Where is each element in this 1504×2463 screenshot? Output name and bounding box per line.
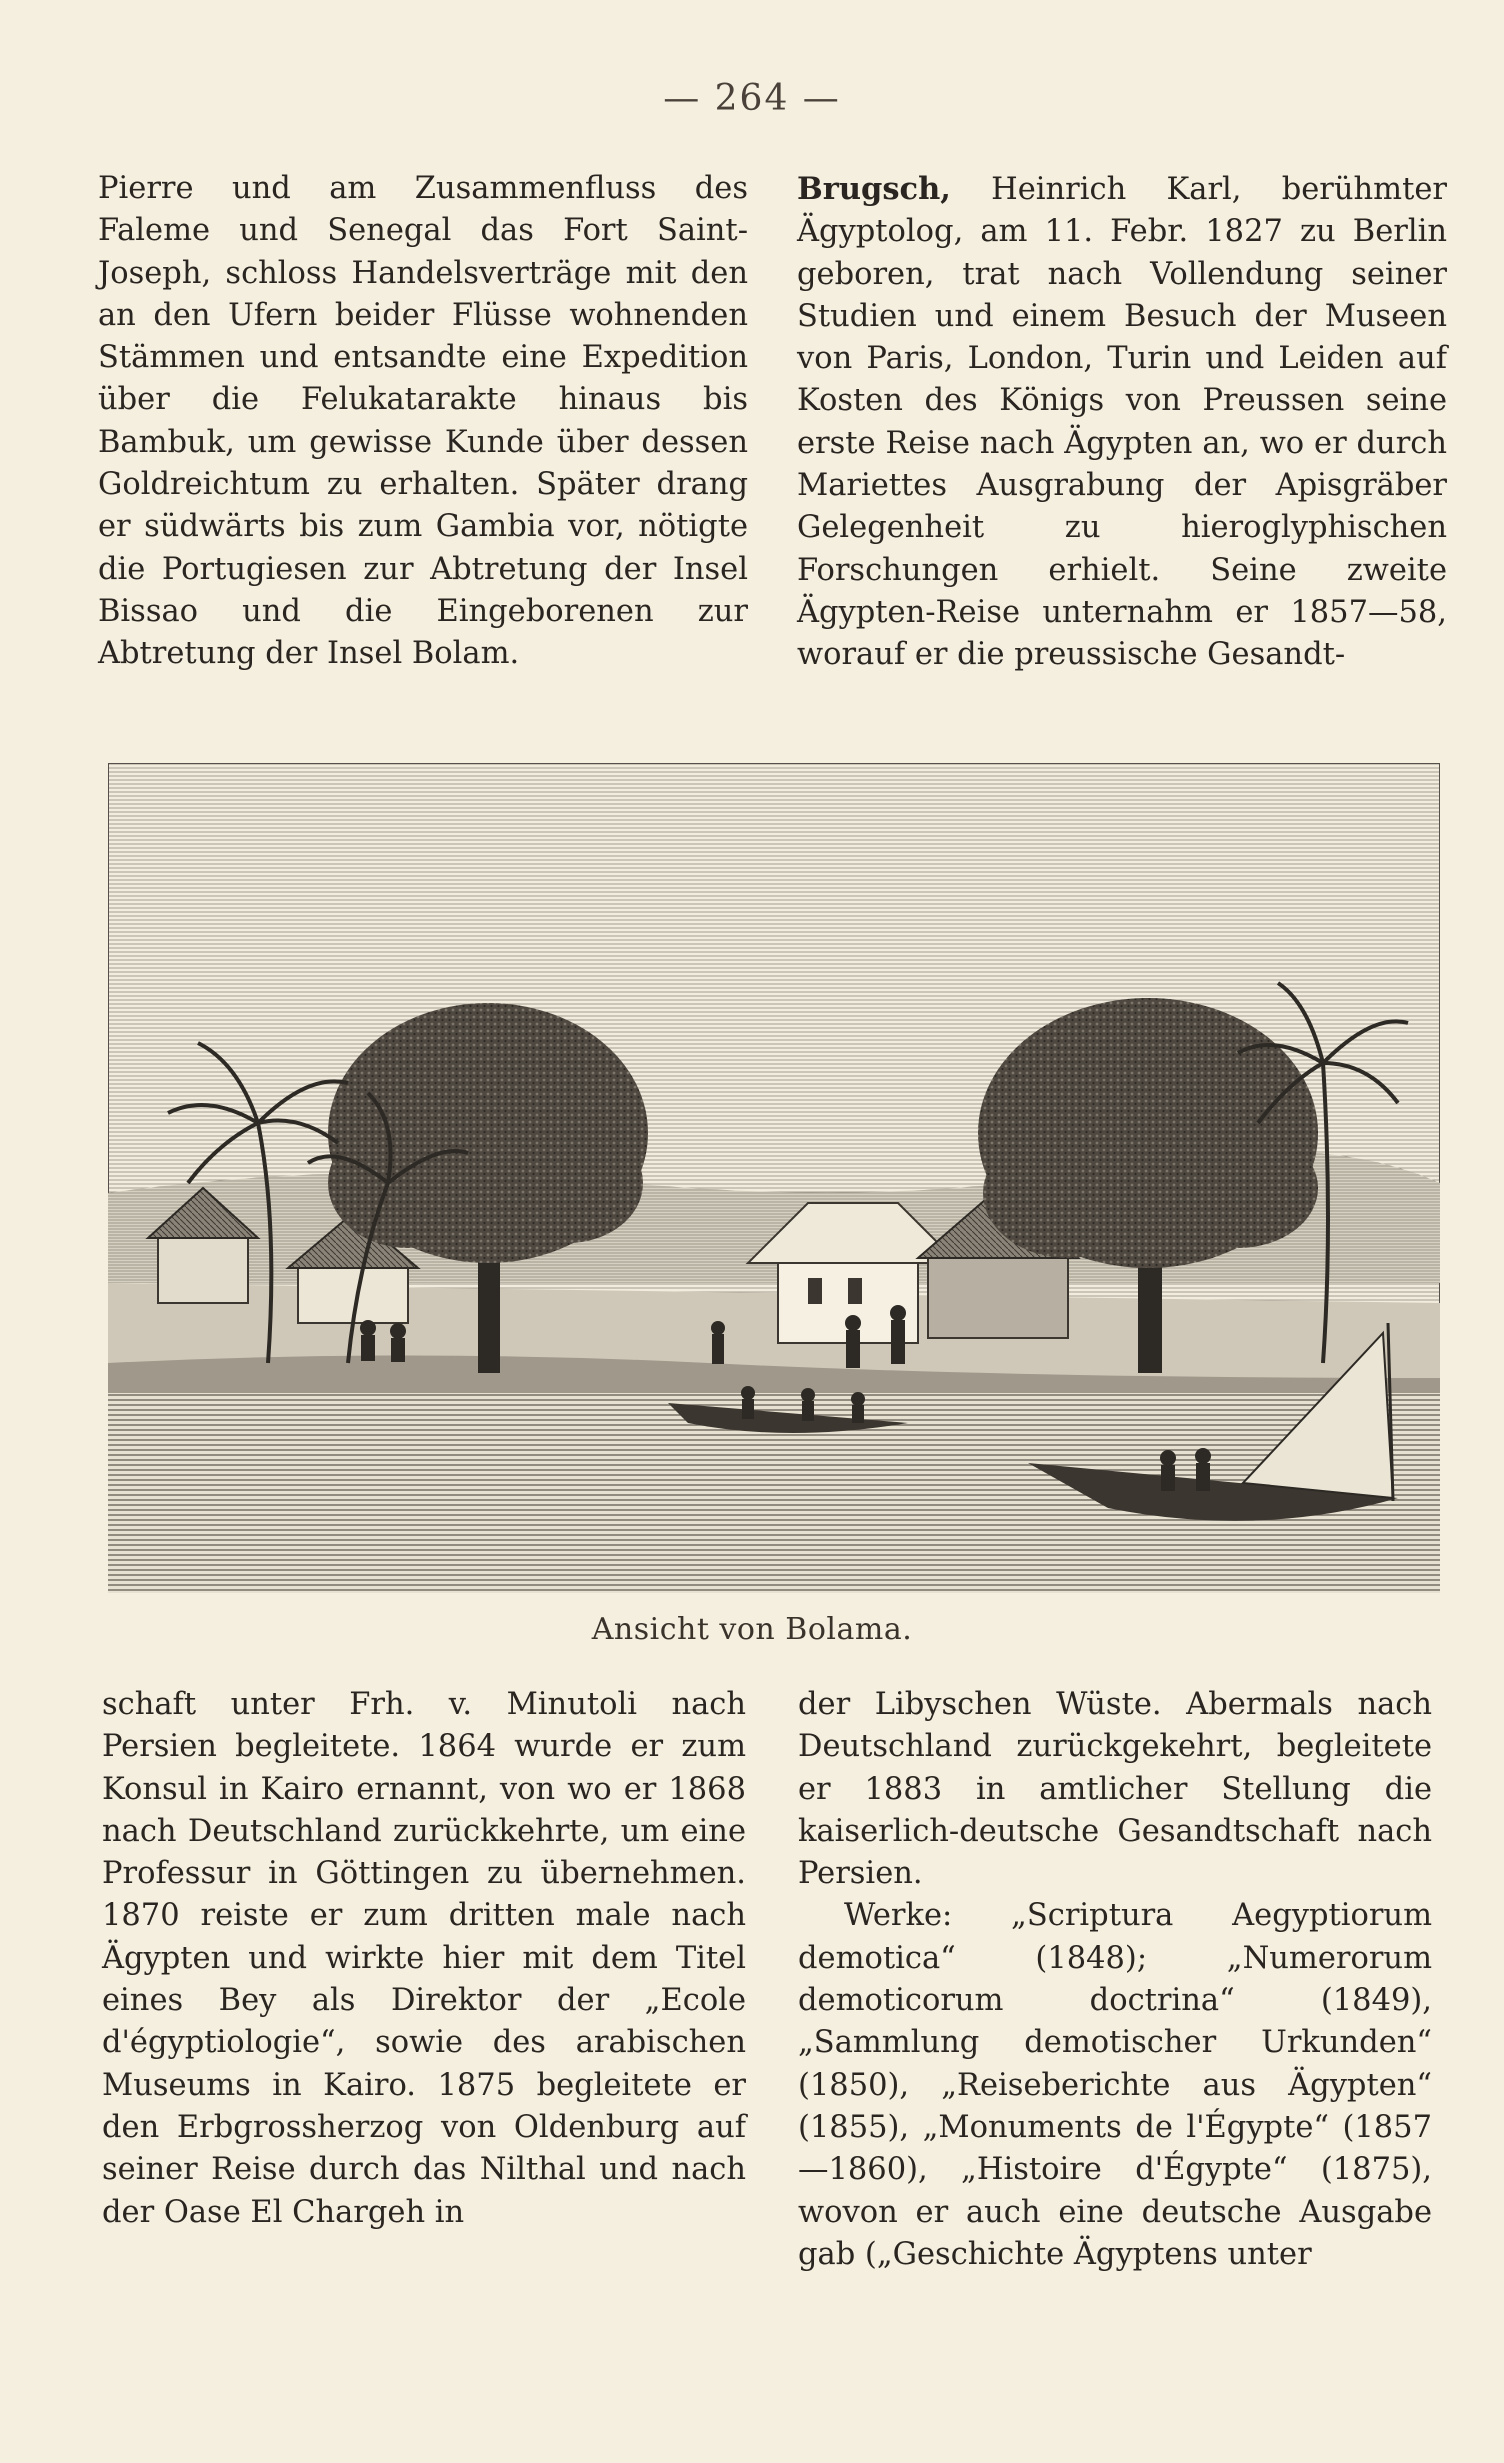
text-column-bottom-right — [798, 1684, 1432, 2276]
paragraph-works: Werke: „Scriptura Aegyptiorum demotica“ (1848); „Numerorum demoticorum doctrina“ (1849), „Sammlung demotischer Urkunden“ (1850), „Reiseberichte aus Ägypten“ (1855), „Monuments de l'Égypte“ (1857—1860), „Histoire d'Égypte“ (1875), wovon er auch eine deutsche Ausgabe gab („Geschichte Ägyptens unter — [798, 1898, 1432, 2272]
text-column-top-right — [797, 168, 1447, 677]
paragraph-brugsch-continued: schaft unter Frh. v. Minutoli nach Persien begleitete. 1864 wurde er zum Konsul in Kairo ernannt, von wo er 1868 nach Deutschland zurückkehrte, um eine Professur in Göttingen zu übernehmen. 1870 reiste er zum dritten male nach Ägypten und wirkte hier mit dem Titel eines Bey als Direktor der „Ecole d'égyptiologie“, sowie des arabischen Museums in Kairo. 1875 begleitete er den Erbgrossherzog von Oldenburg auf seiner Reise durch das Nilthal und nach der Oase El Chargeh in — [102, 1687, 746, 2230]
paragraph-bolam: Pierre und am Zusammenfluss des Faleme und Senegal das Fort Saint-Joseph, schloss Handelsverträge mit den an den Ufern beider Flüsse wohnenden Stämmen und entsandte eine Expedition über die Felukatarakte hinaus bis Bambuk, um gewisse Kunde über dessen Goldreichtum zu erhalten. Später drang er südwärts bis zum Gambia vor, nötigte die Portugiesen zur Abtretung der Insel Bissao und die Eingeborenen zur Abtretung der Insel Bolam. — [98, 171, 748, 672]
entry-text: Heinrich Karl, berühmter Ägyptolog, am 11. Febr. 1827 zu Berlin geboren, trat nach Vollendung seiner Studien und einem Besuch der Museen von Paris, London, Turin und Leiden auf Kosten des Königs von Preussen seine erste Reise nach Ägypten an, wo er durch Mariettes Ausgrabung der Apisgräber Gelegenheit zu hieroglyphischen Forschungen erhielt. Seine zweite Ägypten-Reise unternahm er 1857—58, worauf er die preussische Gesandt- — [797, 172, 1447, 673]
paragraph-persia: der Libyschen Wüste. Abermals nach Deutschland zurückgekehrt, begleitete er 1883 in amtlicher Stellung die kaiserlich-deutsche Gesandtschaft nach Persien. — [798, 1687, 1432, 1892]
page-number: — 264 — — [663, 78, 841, 119]
text-column-top-left — [98, 168, 748, 676]
text-column-bottom-left — [102, 1684, 746, 2234]
figure-caption: Ansicht von Bolama. — [591, 1612, 913, 1647]
entry-brugsch — [797, 168, 1447, 677]
entry-headword: Brugsch, — [797, 171, 951, 207]
engraving-illustration — [108, 763, 1440, 1593]
